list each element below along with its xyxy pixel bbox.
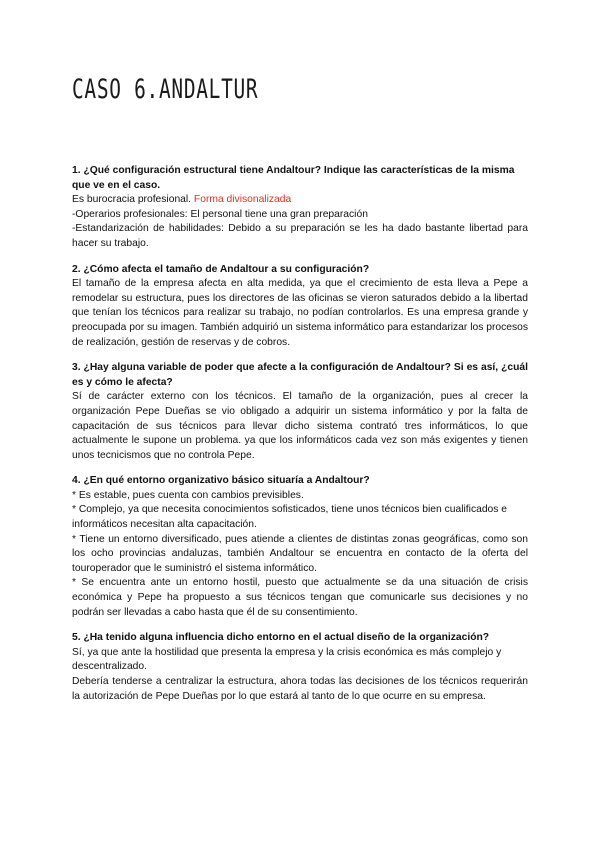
answer-1-line: -Estandarización de habilidades: Debido a su preparación se les ha dado bastante libertad para hacer su trabajo. [72,223,528,249]
answer-2: El tamaño de la empresa afecta en alta medida, ya que el crecimiento de esta lleva a Pepe a remodelar su estructura, pues los directores de las oficinas se vieron saturados debido a la libertad que tenían los técnicos para realizar su trabajo, no podían controlarlos. Es una empresa grande y preocupada por su imagen. También adquirió un sistema informático para estandarizar los procesos de realización, gestión de reservas y de cobros. [72,278,528,348]
document-body [72,164,528,715]
answer-4-item: * Tiene un entorno diversificado, pues atiende a clientes de distintas zonas geográficas, como son los ocho provincias andaluzas, también Andaltour se encuentra en contacto de la oferta del touroperador que le suministró el sistema informático. [72,533,528,574]
question-5: 5. ¿Ha tenido alguna influencia dicho entorno en el actual diseño de la organización? [72,632,490,644]
answer-1-lead-text: Es burocracia profesional. [72,194,194,206]
section-q1 [72,164,528,252]
answer-4-item: * Es estable, pues cuenta con cambios previsibles. [72,489,304,501]
section-q4 [72,474,528,620]
section-q5 [72,631,528,704]
page-title: CASO 6.ANDALTUR [72,74,259,105]
question-2: 2. ¿Cómo afecta el tamaño de Andaltour a su configuración? [72,263,370,275]
answer-1-highlight: Forma divisonalizada [193,194,292,206]
answer-1-line: -Operarios profesionales: El personal tiene una gran preparación [72,208,368,220]
answer-4-item: * Complejo, ya que necesita conocimientos sofisticados, tiene unos técnicos bien cualificados e informáticos necesitan alta capacitación. [72,504,508,531]
section-q2 [72,263,528,351]
question-4: 4. ¿En qué entorno organizativo básico situaría a Andaltour? [72,475,370,487]
question-1: 1. ¿Qué configuración estructural tiene Andaltour? Indique las características de la misma que ve en el caso. [72,165,515,191]
answer-5-part2: Debería tenderse a centralizar la estructura, ahora todas las decisiones de los técnicos requerirán la autorización de Pepe Dueñas por lo que estará al tanto de lo que ocurre en su empresa. [72,676,528,702]
question-3: 3. ¿Hay alguna variable de poder que afecte a la configuración de Andaltour? Si es así, ¿cuál es y cómo le afecta? [72,362,528,388]
answer-4-item: * Se encuentra ante un entorno hostil, puesto que actualmente se da una situación de crisis económica y Pepe ha propuesto a sus técnicos tengan que comunicarle sus decisiones y no podrán ser llevadas a cabo hasta que él de su consentimiento. [72,577,528,618]
section-q3 [72,361,528,463]
answer-5-part1: Sí, ya que ante la hostilidad que presenta la empresa y la crisis económica es más complejo y descentralizado. [72,646,502,673]
answer-1-lead [72,193,528,208]
answer-3: Sí de carácter externo con los técnicos. El tamaño de la organización, pues al crecer la organización Pepe Dueñas se vio obligado a adquirir un sistema informático y por la falta de capacitación de sus técnicos para llevar dicho sistema contrató tres informáticos, lo que actualmente le supone un problema. ya que los informáticos cada vez son más exigentes y tienen unos tecnicismos que no controla Pepe. [72,391,528,461]
